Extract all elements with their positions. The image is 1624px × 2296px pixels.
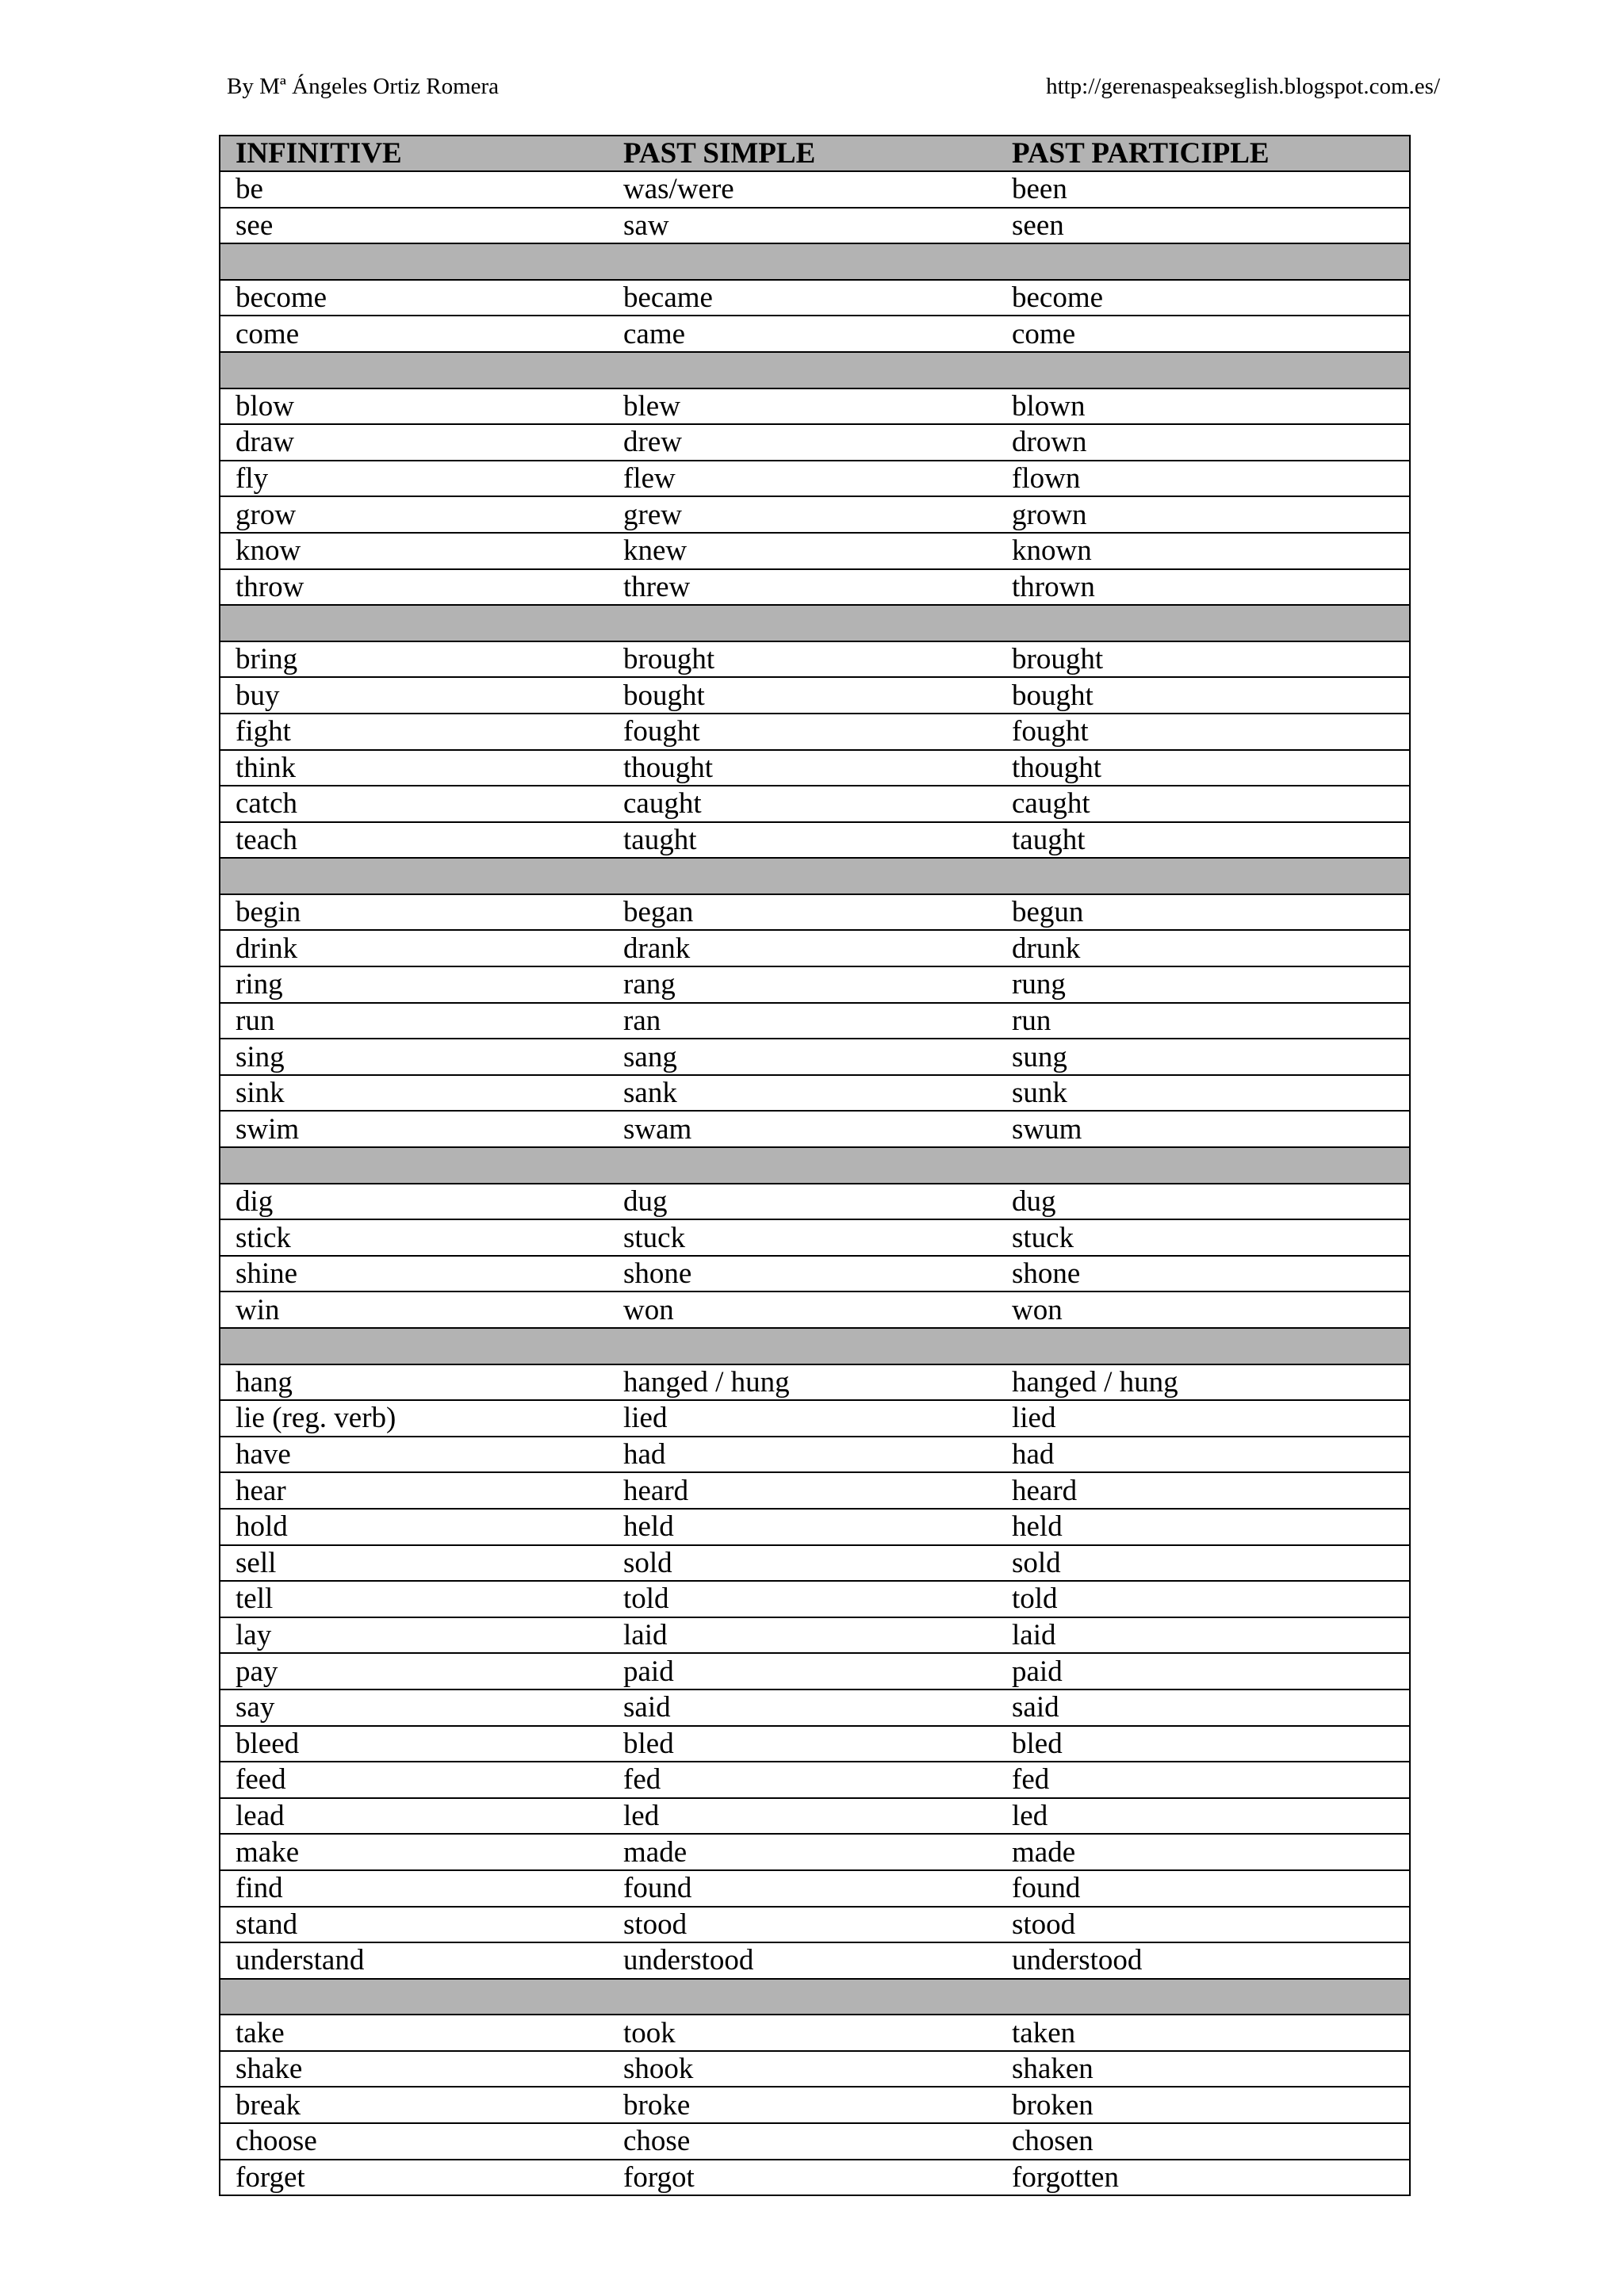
table-row [220,316,1410,352]
past-participle-cell: stuck [997,1219,1410,1256]
past-simple-cell: made [608,1834,997,1870]
past-simple-cell: forgot [608,2160,997,2196]
past-simple-cell: sang [608,1039,997,1075]
infinitive-cell: fight [220,714,608,750]
past-simple-cell: sank [608,1075,997,1112]
table-row [220,533,1410,569]
past-participle-cell: laid [997,1617,1410,1654]
past-simple-cell: fed [608,1762,997,1798]
infinitive-cell: become [220,280,608,316]
past-participle-cell: rung [997,966,1410,1003]
past-simple-cell: lied [608,1400,997,1437]
infinitive-cell: break [220,2087,608,2123]
past-participle-cell: said [997,1689,1410,1726]
infinitive-cell: grow [220,496,608,533]
infinitive-cell: sing [220,1039,608,1075]
separator-cell [608,605,997,641]
past-participle-cell: thrown [997,569,1410,606]
infinitive-cell: run [220,1003,608,1039]
infinitive-cell: sell [220,1545,608,1582]
separator-cell [220,352,608,388]
infinitive-cell: drink [220,930,608,966]
past-simple-cell: paid [608,1653,997,1689]
past-simple-cell: came [608,316,997,352]
separator-cell [997,1147,1410,1184]
infinitive-cell: buy [220,677,608,714]
past-participle-cell: drown [997,424,1410,461]
infinitive-cell: come [220,316,608,352]
table-row [220,677,1410,714]
table-row [220,822,1410,859]
table-row [220,1798,1410,1835]
separator-cell [997,858,1410,894]
infinitive-cell: forget [220,2160,608,2196]
past-participle-cell: swum [997,1111,1410,1147]
separator-cell [220,605,608,641]
table-row [220,1256,1410,1292]
table-row [220,1437,1410,1473]
table-row [220,1364,1410,1401]
past-participle-cell: become [997,280,1410,316]
separator-cell [220,1328,608,1364]
separator-cell [608,243,997,280]
past-participle-cell: come [997,316,1410,352]
past-simple-cell: heard [608,1472,997,1509]
past-simple-cell: told [608,1581,997,1617]
separator-cell [997,1328,1410,1364]
past-participle-cell: thought [997,750,1410,786]
past-participle-cell: had [997,1437,1410,1473]
group-separator-row [220,243,1410,280]
separator-cell [997,243,1410,280]
group-separator-row [220,1979,1410,2015]
infinitive-cell: find [220,1870,608,1907]
past-simple-cell: brought [608,641,997,678]
table-header-row [220,136,1410,171]
past-participle-cell: bled [997,1726,1410,1762]
table-row [220,2160,1410,2196]
table-row [220,750,1410,786]
infinitive-cell: choose [220,2123,608,2160]
past-participle-cell: found [997,1870,1410,1907]
past-simple-cell: stood [608,1907,997,1943]
past-participle-cell: shone [997,1256,1410,1292]
column-header-past-participle: PAST PARTICIPLE [997,136,1410,171]
past-participle-cell: flown [997,461,1410,497]
infinitive-cell: stick [220,1219,608,1256]
table-row [220,2051,1410,2087]
table-row [220,1219,1410,1256]
past-participle-cell: shaken [997,2051,1410,2087]
past-simple-cell: held [608,1509,997,1545]
infinitive-cell: know [220,533,608,569]
past-participle-cell: won [997,1292,1410,1328]
table-row [220,1292,1410,1328]
separator-cell [997,1979,1410,2015]
table-row [220,1617,1410,1654]
past-simple-cell: bled [608,1726,997,1762]
infinitive-cell: say [220,1689,608,1726]
past-participle-cell: drunk [997,930,1410,966]
past-participle-cell: run [997,1003,1410,1039]
past-participle-cell: heard [997,1472,1410,1509]
past-participle-cell: brought [997,641,1410,678]
past-simple-cell: bought [608,677,997,714]
separator-cell [608,1979,997,2015]
table-row [220,208,1410,244]
past-participle-cell: dug [997,1184,1410,1220]
infinitive-cell: win [220,1292,608,1328]
past-participle-cell: taken [997,2015,1410,2051]
past-simple-cell: led [608,1798,997,1835]
table-row [220,1581,1410,1617]
past-simple-cell: dug [608,1184,997,1220]
infinitive-cell: lay [220,1617,608,1654]
table-row [220,1003,1410,1039]
past-simple-cell: hanged / hung [608,1364,997,1401]
infinitive-cell: think [220,750,608,786]
past-simple-cell: rang [608,966,997,1003]
infinitive-cell: teach [220,822,608,859]
table-row [220,1834,1410,1870]
past-simple-cell: stuck [608,1219,997,1256]
past-participle-cell: fought [997,714,1410,750]
irregular-verbs-table [219,135,1411,2196]
past-simple-cell: fought [608,714,997,750]
infinitive-cell: be [220,171,608,208]
infinitive-cell: ring [220,966,608,1003]
separator-cell [608,1328,997,1364]
past-simple-cell: understood [608,1942,997,1979]
past-simple-cell: caught [608,786,997,822]
separator-cell [997,352,1410,388]
separator-cell [220,1147,608,1184]
past-simple-cell: had [608,1437,997,1473]
infinitive-cell: begin [220,894,608,931]
past-participle-cell: blown [997,388,1410,425]
table-row [220,966,1410,1003]
past-simple-cell: taught [608,822,997,859]
table-row [220,1075,1410,1112]
infinitive-cell: stand [220,1907,608,1943]
past-participle-cell: hanged / hung [997,1364,1410,1401]
table-row [220,1039,1410,1075]
infinitive-cell: have [220,1437,608,1473]
infinitive-cell: see [220,208,608,244]
past-participle-cell: been [997,171,1410,208]
past-participle-cell: sunk [997,1075,1410,1112]
infinitive-cell: lie (reg. verb) [220,1400,608,1437]
table-row [220,1942,1410,1979]
table-row [220,714,1410,750]
past-simple-cell: drew [608,424,997,461]
group-separator-row [220,352,1410,388]
table-row [220,786,1410,822]
past-simple-cell: found [608,1870,997,1907]
table-row [220,388,1410,425]
past-simple-cell: began [608,894,997,931]
past-simple-cell: broke [608,2087,997,2123]
past-participle-cell: bought [997,677,1410,714]
group-separator-row [220,858,1410,894]
past-participle-cell: taught [997,822,1410,859]
separator-cell [220,243,608,280]
infinitive-cell: sink [220,1075,608,1112]
group-separator-row [220,605,1410,641]
infinitive-cell: bring [220,641,608,678]
table-row [220,1653,1410,1689]
table-row [220,1472,1410,1509]
past-simple-cell: swam [608,1111,997,1147]
past-participle-cell: chosen [997,2123,1410,2160]
past-participle-cell: held [997,1509,1410,1545]
author-credit: By Mª Ángeles Ortiz Romera [227,74,500,99]
infinitive-cell: throw [220,569,608,606]
past-simple-cell: became [608,280,997,316]
table-row [220,1509,1410,1545]
separator-cell [608,352,997,388]
past-participle-cell: made [997,1834,1410,1870]
infinitive-cell: feed [220,1762,608,1798]
past-participle-cell: paid [997,1653,1410,1689]
table-row [220,461,1410,497]
table-row [220,280,1410,316]
past-participle-cell: broken [997,2087,1410,2123]
past-simple-cell: thought [608,750,997,786]
table-row [220,569,1410,606]
past-participle-cell: led [997,1798,1410,1835]
past-participle-cell: understood [997,1942,1410,1979]
separator-cell [608,1147,997,1184]
table-row [220,496,1410,533]
past-participle-cell: seen [997,208,1410,244]
past-participle-cell: caught [997,786,1410,822]
infinitive-cell: lead [220,1798,608,1835]
past-simple-cell: laid [608,1617,997,1654]
past-simple-cell: won [608,1292,997,1328]
separator-cell [220,1979,608,2015]
past-simple-cell: said [608,1689,997,1726]
infinitive-cell: hear [220,1472,608,1509]
past-simple-cell: shone [608,1256,997,1292]
infinitive-cell: shake [220,2051,608,2087]
infinitive-cell: catch [220,786,608,822]
separator-cell [220,858,608,894]
past-simple-cell: took [608,2015,997,2051]
infinitive-cell: make [220,1834,608,1870]
table-row [220,1870,1410,1907]
table-row [220,641,1410,678]
past-simple-cell: blew [608,388,997,425]
past-participle-cell: stood [997,1907,1410,1943]
past-participle-cell: forgotten [997,2160,1410,2196]
infinitive-cell: bleed [220,1726,608,1762]
table-row [220,894,1410,931]
past-participle-cell: fed [997,1762,1410,1798]
separator-cell [608,858,997,894]
past-participle-cell: sung [997,1039,1410,1075]
table-row [220,1400,1410,1437]
separator-cell [997,605,1410,641]
table-row [220,1726,1410,1762]
column-header-infinitive: INFINITIVE [220,136,608,171]
past-simple-cell: shook [608,2051,997,2087]
group-separator-row [220,1147,1410,1184]
past-simple-cell: chose [608,2123,997,2160]
past-simple-cell: threw [608,569,997,606]
past-participle-cell: sold [997,1545,1410,1582]
table-row [220,1689,1410,1726]
table-row [220,1545,1410,1582]
table-row [220,171,1410,208]
table-row [220,2087,1410,2123]
past-simple-cell: grew [608,496,997,533]
past-participle-cell: lied [997,1400,1410,1437]
column-header-past-simple: PAST SIMPLE [608,136,997,171]
past-participle-cell: known [997,533,1410,569]
past-simple-cell: flew [608,461,997,497]
infinitive-cell: take [220,2015,608,2051]
table-row [220,1111,1410,1147]
table-row [220,424,1410,461]
group-separator-row [220,1328,1410,1364]
past-participle-cell: begun [997,894,1410,931]
infinitive-cell: hold [220,1509,608,1545]
table-body [220,171,1410,2195]
blog-url: http://gerenaspeakseglish.blogspot.com.es/ [1046,74,1440,99]
infinitive-cell: pay [220,1653,608,1689]
infinitive-cell: understand [220,1942,608,1979]
past-simple-cell: sold [608,1545,997,1582]
table-row [220,930,1410,966]
table-row [220,2123,1410,2160]
infinitive-cell: fly [220,461,608,497]
table-row [220,1762,1410,1798]
table-row [220,2015,1410,2051]
past-simple-cell: ran [608,1003,997,1039]
infinitive-cell: tell [220,1581,608,1617]
infinitive-cell: shine [220,1256,608,1292]
past-simple-cell: saw [608,208,997,244]
past-participle-cell: told [997,1581,1410,1617]
past-simple-cell: was/were [608,171,997,208]
table-row [220,1184,1410,1220]
infinitive-cell: swim [220,1111,608,1147]
past-participle-cell: grown [997,496,1410,533]
past-simple-cell: knew [608,533,997,569]
infinitive-cell: draw [220,424,608,461]
infinitive-cell: dig [220,1184,608,1220]
table-row [220,1907,1410,1943]
past-simple-cell: drank [608,930,997,966]
infinitive-cell: hang [220,1364,608,1401]
infinitive-cell: blow [220,388,608,425]
